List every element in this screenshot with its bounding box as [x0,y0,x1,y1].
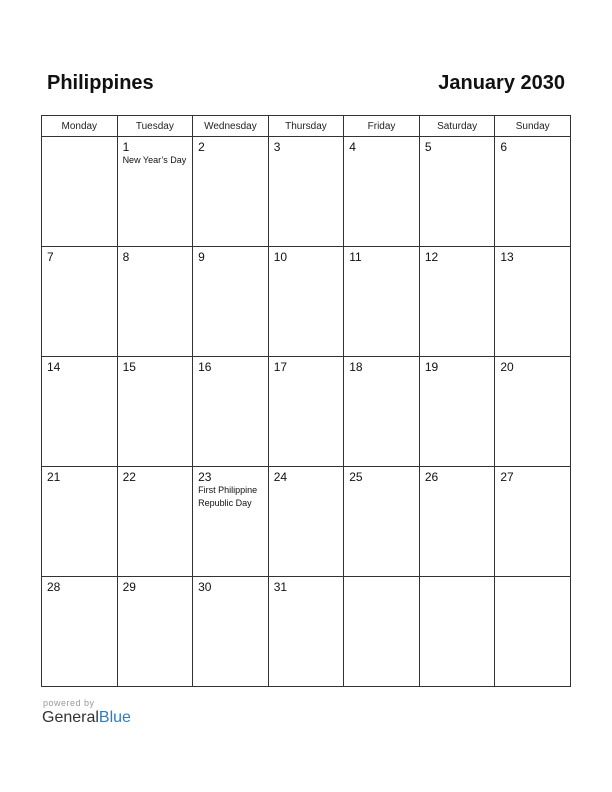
day-number: 17 [273,360,288,374]
day-cell [193,467,269,577]
holiday-label: New Year’s Day [122,155,187,165]
day-cell [495,247,571,357]
day-cell [117,577,193,687]
day-number: 13 [500,250,514,264]
weekday-sunday: Sunday [495,116,571,137]
calendar-grid [41,115,571,687]
day-number [42,137,117,140]
day-number: 7 [47,250,54,264]
week-row [42,247,571,357]
logo-text-general: General [42,709,99,726]
day-cell [419,357,495,467]
day-number [420,577,495,580]
day-number: 5 [424,140,432,154]
day-number: 25 [349,470,363,484]
week-row [42,137,571,247]
day-number: 24 [273,470,288,484]
day-cell [419,577,495,687]
day-cell [268,577,344,687]
day-cell [344,577,420,687]
day-number: 26 [424,470,439,484]
day-number: 2 [198,140,205,154]
weekday-monday: Monday [42,116,118,137]
day-cell [495,577,571,687]
day-number: 27 [500,470,514,484]
day-cell [193,357,269,467]
day-cell [344,467,420,577]
day-number: 16 [198,360,212,374]
day-cell [193,137,269,247]
week-row [42,467,571,577]
day-number: 30 [198,580,212,594]
country-title: Philippines [47,72,154,94]
day-number: 1 [122,140,130,154]
day-cell [193,577,269,687]
day-number [344,577,419,580]
day-number: 23 [198,470,212,484]
day-cell [268,467,344,577]
day-cell [268,247,344,357]
day-number: 14 [47,360,61,374]
day-number: 6 [500,140,508,154]
day-number: 18 [349,360,363,374]
day-number: 15 [122,360,136,374]
day-number: 29 [122,580,136,594]
weekday-friday: Friday [344,116,420,137]
day-number: 9 [198,250,205,264]
day-number [495,577,570,580]
day-cell [495,137,571,247]
day-cell [419,137,495,247]
day-number: 8 [122,250,130,264]
day-cell [344,247,420,357]
day-number: 19 [424,360,439,374]
day-cell [117,467,193,577]
logo-text-blue: Blue [98,709,131,726]
day-cell [495,467,571,577]
day-number: 12 [424,250,439,264]
day-cell [117,357,193,467]
week-row [42,357,571,467]
day-number: 31 [273,580,288,594]
day-number: 28 [47,580,61,594]
month-title: January 2030 [438,72,565,94]
day-cell [42,357,118,467]
weekday-tuesday: Tuesday [117,116,193,137]
weekday-wednesday: Wednesday [193,116,269,137]
day-cell [42,577,118,687]
day-cell [193,247,269,357]
weekday-thursday: Thursday [268,116,344,137]
powered-by-text: powered by [43,698,95,708]
day-cell [419,467,495,577]
day-cell [117,247,193,357]
day-cell [42,137,118,247]
day-number: 21 [47,470,61,484]
day-number: 3 [273,140,281,154]
day-cell [268,357,344,467]
day-number: 20 [500,360,514,374]
day-number: 4 [349,140,356,154]
day-cell [495,357,571,467]
day-cell [42,467,118,577]
weekday-header-row [42,116,571,137]
generalblue-logo[interactable] [42,708,131,728]
day-cell [419,247,495,357]
day-cell [117,137,193,247]
day-cell [268,137,344,247]
day-cell [42,247,118,357]
day-number: 10 [273,250,288,264]
day-cell [344,357,420,467]
holiday-label: First Philippine Republic Day [198,485,258,508]
week-row [42,577,571,687]
day-number: 22 [122,470,136,484]
day-number: 11 [349,250,362,264]
day-cell [344,137,420,247]
weekday-saturday: Saturday [419,116,495,137]
